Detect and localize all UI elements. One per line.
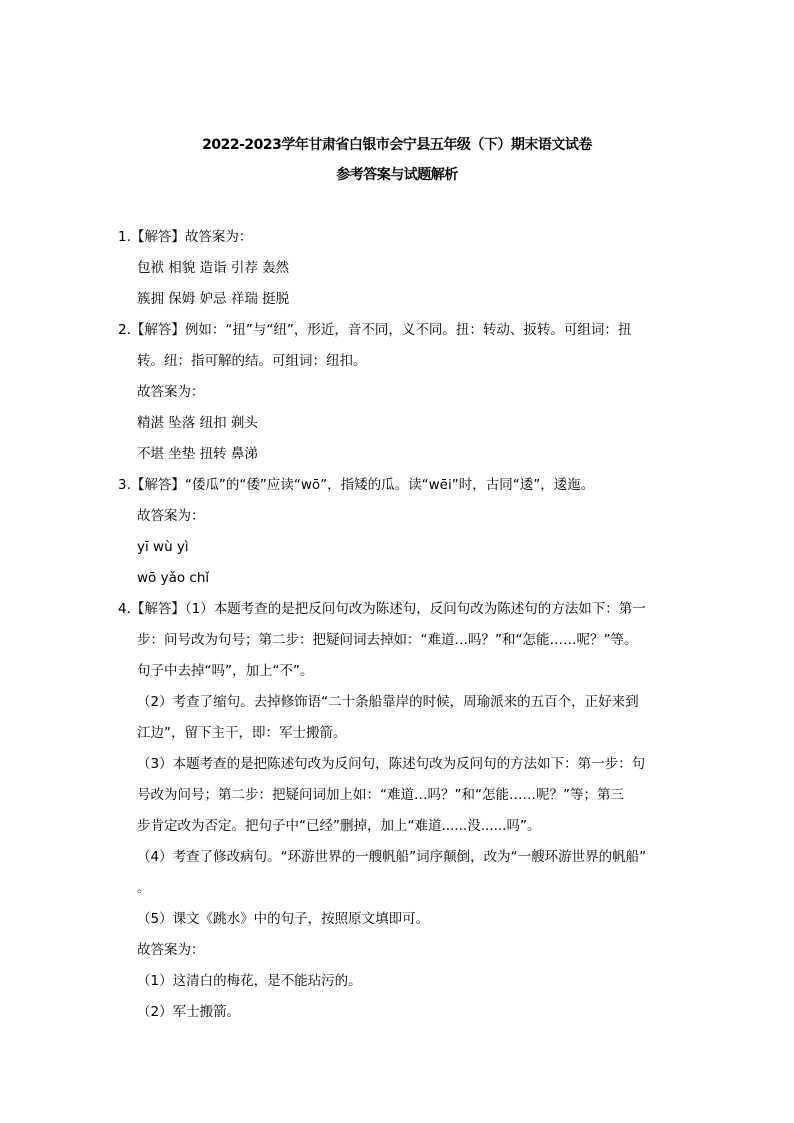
text-line: 步肯定改为否定。把句子中“已经”删掉，加上“难道......没......吗”。 <box>137 818 541 834</box>
text-line: （2）考查了缩句。去掉修饰语“二十条船靠岸的时候，周瑜派来的五百个，正好来到 <box>137 694 639 710</box>
text-line: 不堪 坐垫 扭转 鼻涕 <box>137 446 258 462</box>
text-line: （3）本题考查的是把陈述句改为反问句，陈述句改为反问句的方法如下：第一步：句 <box>137 756 646 772</box>
document-title: 2022-2023学年甘肃省白银市会宁县五年级（下）期末语文试卷 <box>202 137 592 153</box>
text-line: 1.【解答】故答案为： <box>118 229 253 245</box>
text-line: （2）军士搬箭。 <box>137 1004 241 1020</box>
text-line: 故答案为： <box>137 384 205 400</box>
answer-body <box>118 228 718 1034</box>
text-line: 包袱 相貌 造诣 引荐 轰然 <box>137 260 290 276</box>
text-line: （4）考查了修改病句。“环游世界的一艘帆船”词序颠倒，改为“一艘环游世界的帆船” <box>137 849 647 865</box>
text-line: 簇拥 保姆 妒忌 祥瑞 挺脱 <box>137 291 290 307</box>
text-line: 转。纽：指可解的结。可组词：纽扣。 <box>137 353 367 369</box>
text-line: 4.【解答】（1）本题考查的是把反问句改为陈述句，反问句改为陈述句的方法如下：第一 <box>118 601 646 617</box>
text-line: 。 <box>137 880 151 896</box>
text-line: （1）这清白的梅花，是不能玷污的。 <box>137 973 362 989</box>
text-line: 3.【解答】“倭瓜”的“倭”应读“wō”，指矮的瓜。读“wēi”时，古同“逶”，逶迤。 <box>118 477 595 493</box>
text-line: wō yǎo chǐ <box>137 570 210 586</box>
text-line: （5）课文《跳水》中的句子，按照原文填即可。 <box>137 911 430 927</box>
text-line: yī wù yì <box>137 539 189 555</box>
text-line: 号改为问号；第二步：把疑问词加上如：“难道…吗？”和“怎能……呢？”等；第三 <box>137 787 624 803</box>
text-line: 步：问号改为句号；第二步：把疑问词去掉如：“难道…吗？”和“怎能……呢？”等。 <box>137 632 638 648</box>
document-subtitle: 参考答案与试题解析 <box>336 167 458 183</box>
text-line: 句子中去掉“吗”，加上“不”。 <box>137 663 314 679</box>
text-line: 故答案为： <box>137 508 205 524</box>
text-line: 精湛 坠落 纽扣 剃头 <box>137 415 258 431</box>
text-line: 故答案为： <box>137 942 205 958</box>
text-line: 2.【解答】例如：“扭”与“纽”，形近，音不同，义不同。扭：转动、扳转。可组词：扭 <box>118 322 632 338</box>
text-line: 江边”，留下主干，即：军士搬箭。 <box>137 725 347 741</box>
